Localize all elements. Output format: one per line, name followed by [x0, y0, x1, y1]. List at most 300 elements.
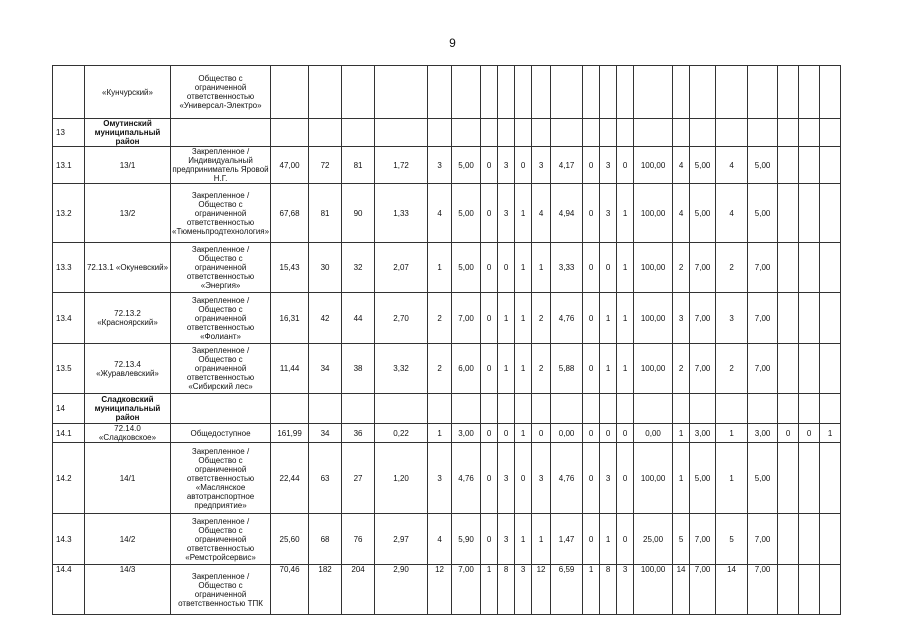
table-cell: 1: [515, 344, 532, 394]
table-cell: 72: [309, 147, 342, 184]
table-cell: [778, 66, 799, 119]
table-cell: 0: [481, 293, 498, 344]
table-cell: 2: [716, 243, 748, 293]
table-cell: 3: [498, 514, 515, 565]
table-cell: 13.1: [53, 147, 85, 184]
table-cell: 1: [515, 243, 532, 293]
table-cell: 0: [617, 443, 634, 514]
table-cell: 2: [673, 243, 690, 293]
table-cell: 2,70: [375, 293, 428, 344]
table-cell: 47,00: [271, 147, 309, 184]
table-cell: 0: [481, 147, 498, 184]
table-cell: [820, 66, 841, 119]
table-cell: 5: [673, 514, 690, 565]
table-cell: [820, 293, 841, 344]
table-cell: 13.4: [53, 293, 85, 344]
table-cell: 2: [673, 344, 690, 394]
table-cell: 0: [583, 184, 600, 243]
table-cell: 2: [716, 344, 748, 394]
table-cell: [690, 119, 716, 147]
table-cell: 4,17: [551, 147, 583, 184]
table-cell: 16,31: [271, 293, 309, 344]
table-cell: [375, 119, 428, 147]
table-cell: [778, 147, 799, 184]
table-cell: 72.14.0 «Сладковское»: [85, 424, 171, 443]
table-cell: 3: [716, 293, 748, 344]
table-cell: [716, 119, 748, 147]
table-cell: 1: [716, 443, 748, 514]
table-cell: 30: [309, 243, 342, 293]
table-cell: 3: [600, 147, 617, 184]
table-cell: 25,60: [271, 514, 309, 565]
table-cell: 6,00: [452, 344, 481, 394]
table-cell: 4,76: [551, 293, 583, 344]
table-cell: 3: [600, 443, 617, 514]
table-cell: 22,44: [271, 443, 309, 514]
table-cell: 1: [428, 243, 452, 293]
table-cell: 3: [673, 293, 690, 344]
table-row: [53, 119, 841, 147]
table-cell: Общество с ограниченной ответственностью «Универсал-Электро»: [171, 66, 271, 119]
table-cell: 1: [481, 565, 498, 615]
table-cell: 72.13.4 «Журавлевский»: [85, 344, 171, 394]
table-cell: 0: [583, 147, 600, 184]
table-cell: [428, 66, 452, 119]
table-cell: 42: [309, 293, 342, 344]
table-cell: 44: [342, 293, 375, 344]
table-cell: 13: [53, 119, 85, 147]
table-cell: 3: [428, 443, 452, 514]
table-cell: 0: [481, 443, 498, 514]
table-cell: 14.4: [53, 565, 85, 615]
table-cell: [583, 66, 600, 119]
table-cell: 5,00: [690, 147, 716, 184]
table-cell: [799, 66, 820, 119]
table-cell: [748, 66, 778, 119]
table-cell: 1: [820, 424, 841, 443]
table-cell: 7,00: [690, 565, 716, 615]
table-cell: [53, 66, 85, 119]
table-cell: [799, 443, 820, 514]
table-cell: [778, 443, 799, 514]
table-cell: 5,00: [748, 184, 778, 243]
table-cell: 13/2: [85, 184, 171, 243]
table-cell: [515, 119, 532, 147]
table-cell: 100,00: [634, 243, 673, 293]
table-cell: [820, 184, 841, 243]
table-cell: 8: [600, 565, 617, 615]
table-cell: 7,00: [748, 565, 778, 615]
table-cell: 90: [342, 184, 375, 243]
table-cell: 8: [498, 565, 515, 615]
table-cell: [778, 565, 799, 615]
page-number: 9: [449, 36, 456, 50]
table-cell: 0: [498, 424, 515, 443]
table-cell: [634, 119, 673, 147]
table-cell: 100,00: [634, 565, 673, 615]
table-cell: [673, 394, 690, 424]
table-cell: 13.3: [53, 243, 85, 293]
table-cell: [551, 119, 583, 147]
table-cell: 1: [515, 514, 532, 565]
table-row: [53, 243, 841, 293]
table-cell: 7,00: [452, 565, 481, 615]
table-cell: [820, 394, 841, 424]
table-cell: 3: [498, 184, 515, 243]
table-cell: [309, 66, 342, 119]
table-cell: 100,00: [634, 344, 673, 394]
table-cell: 0: [498, 243, 515, 293]
table-cell: 7,00: [748, 293, 778, 344]
table-row: [53, 565, 841, 615]
table-cell: [617, 394, 634, 424]
table-cell: [778, 394, 799, 424]
table-cell: [452, 66, 481, 119]
table-cell: 1: [515, 424, 532, 443]
table-cell: 0,00: [551, 424, 583, 443]
table-cell: [342, 394, 375, 424]
table-cell: 0: [532, 424, 551, 443]
table-cell: 0: [600, 424, 617, 443]
table-cell: 7,00: [690, 344, 716, 394]
table-cell: Закрепленное / Индивидуальный предприниматель Яровой Н.Г.: [172, 147, 269, 183]
table-cell: [171, 394, 271, 424]
table-cell: [690, 66, 716, 119]
table-cell: 12: [532, 565, 551, 615]
table-cell: 25,00: [634, 514, 673, 565]
table-cell: [515, 66, 532, 119]
table-cell: [551, 66, 583, 119]
table-cell: [271, 394, 309, 424]
table-cell: [799, 514, 820, 565]
table-cell: 34: [309, 344, 342, 394]
table-cell: [634, 394, 673, 424]
table-cell: 0: [583, 514, 600, 565]
table-cell: 5,00: [452, 243, 481, 293]
table-cell: «Кунчурский»: [85, 66, 171, 119]
table-cell: [778, 344, 799, 394]
table-cell: [799, 119, 820, 147]
table-cell: [778, 243, 799, 293]
table-cell: Закрепленное / Общество с ограниченной ответственностью «Тюменьпродтехнология»: [171, 184, 271, 243]
table-cell: 5,00: [452, 184, 481, 243]
table-cell: 3: [515, 565, 532, 615]
table-cell: 36: [342, 424, 375, 443]
table-cell: [799, 565, 820, 615]
table-cell: 5,00: [748, 147, 778, 184]
table-cell: [820, 243, 841, 293]
table-cell: [428, 394, 452, 424]
table-cell: [820, 344, 841, 394]
table-cell: 1: [600, 514, 617, 565]
table-cell: [600, 119, 617, 147]
table-cell: [452, 394, 481, 424]
table-cell: 1: [716, 424, 748, 443]
table-cell: [600, 66, 617, 119]
table-cell: 3,00: [452, 424, 481, 443]
table-cell: [498, 66, 515, 119]
table-cell: 0: [617, 424, 634, 443]
table-cell: [778, 184, 799, 243]
table-cell: 3: [600, 184, 617, 243]
table-cell: 1: [532, 243, 551, 293]
table-cell: 1: [515, 184, 532, 243]
table-cell: 1: [617, 243, 634, 293]
table-cell: [820, 443, 841, 514]
table-cell: 3: [532, 443, 551, 514]
table-cell: [342, 119, 375, 147]
table-cell: 5,88: [551, 344, 583, 394]
table-cell: [634, 66, 673, 119]
table-cell: [617, 66, 634, 119]
table-cell: 204: [342, 565, 375, 615]
table-cell: [690, 394, 716, 424]
table-cell: 5,00: [690, 184, 716, 243]
table-cell: 7,00: [690, 243, 716, 293]
table-row: [53, 293, 841, 344]
table-cell: Закрепленное / Общество с ограниченной ответственностью «Энергия»: [171, 243, 271, 293]
table-cell: [481, 394, 498, 424]
table-row: [53, 66, 841, 119]
table-cell: 1,72: [375, 147, 428, 184]
table-cell: 7,00: [452, 293, 481, 344]
table-cell: [799, 394, 820, 424]
table-cell: [778, 119, 799, 147]
table-cell: 0: [481, 243, 498, 293]
table-cell: 161,99: [271, 424, 309, 443]
table-cell: 38: [342, 344, 375, 394]
table-cell: [673, 66, 690, 119]
table-cell: 3,00: [748, 424, 778, 443]
table-cell: 7,00: [690, 514, 716, 565]
table-cell: 76: [342, 514, 375, 565]
table-cell: [716, 394, 748, 424]
table-cell: 4: [716, 184, 748, 243]
table-row: [53, 424, 841, 443]
table-cell: 1: [532, 514, 551, 565]
table-cell: 100,00: [634, 443, 673, 514]
table-cell: [799, 184, 820, 243]
table-cell: [532, 394, 551, 424]
table-cell: [799, 293, 820, 344]
table-cell: 6,59: [551, 565, 583, 615]
table-cell: 182: [309, 565, 342, 615]
table-cell: 5,00: [452, 147, 481, 184]
table-cell: 1: [673, 443, 690, 514]
table-cell: 1: [600, 293, 617, 344]
table-cell: 7,00: [748, 243, 778, 293]
table-cell: [600, 394, 617, 424]
table-cell: 1,20: [375, 443, 428, 514]
table-cell: 68: [309, 514, 342, 565]
table-cell: 0: [583, 443, 600, 514]
table-cell: 4: [716, 147, 748, 184]
table-cell: 2,07: [375, 243, 428, 293]
table-cell: [820, 565, 841, 615]
table-cell: 0,00: [634, 424, 673, 443]
table-cell: 0: [583, 243, 600, 293]
table-cell: 4: [428, 184, 452, 243]
table-cell: 0: [481, 344, 498, 394]
table-cell: 0: [481, 184, 498, 243]
table-cell: [820, 147, 841, 184]
table-cell: [748, 394, 778, 424]
table-cell: 100,00: [634, 293, 673, 344]
data-table: [52, 65, 841, 615]
table-cell: 2: [428, 293, 452, 344]
table-cell: 14/2: [85, 514, 171, 565]
table-cell: 4: [673, 184, 690, 243]
table-cell: 14/3: [85, 565, 171, 615]
table-cell: Закрепленное / Общество с ограниченной ответственностью «Маслянское автотранспортное предприятие»: [171, 443, 271, 514]
table-cell: [617, 119, 634, 147]
table-cell: 7,00: [748, 514, 778, 565]
table-cell: 0: [515, 443, 532, 514]
table-cell: 14: [53, 394, 85, 424]
table-cell: 70,46: [271, 565, 309, 615]
table-cell: 3,33: [551, 243, 583, 293]
table-row: [53, 443, 841, 514]
table-cell: 12: [428, 565, 452, 615]
table-cell: [748, 119, 778, 147]
table-cell: [342, 66, 375, 119]
table-cell: 4,94: [551, 184, 583, 243]
table-cell: 1: [515, 293, 532, 344]
table-row: [53, 344, 841, 394]
table-cell: 1: [428, 424, 452, 443]
table-cell: 14/1: [85, 443, 171, 514]
table-cell: [309, 119, 342, 147]
table-cell: 13/1: [85, 147, 171, 184]
table-cell: 5,00: [748, 443, 778, 514]
table-cell: 1: [600, 344, 617, 394]
table-cell: 1: [617, 184, 634, 243]
table-row: [53, 184, 841, 243]
table-cell: 2,97: [375, 514, 428, 565]
table-cell: 1,33: [375, 184, 428, 243]
table-cell: 0: [583, 424, 600, 443]
table-cell: [309, 394, 342, 424]
table-cell: 4: [673, 147, 690, 184]
table-cell: 14: [673, 565, 690, 615]
table-cell: 34: [309, 424, 342, 443]
table-cell: [673, 119, 690, 147]
table-cell: 14.1: [53, 424, 85, 443]
table-cell: 67,68: [271, 184, 309, 243]
table-cell: Омутинский муниципальный район: [85, 119, 171, 147]
table-cell: 2: [428, 344, 452, 394]
table-cell: [171, 119, 271, 147]
table-cell: 5,90: [452, 514, 481, 565]
table-cell: 15,43: [271, 243, 309, 293]
table-cell: [375, 394, 428, 424]
table-cell: [799, 147, 820, 184]
table-cell: 0,22: [375, 424, 428, 443]
table-cell: 100,00: [634, 184, 673, 243]
table-cell: Закрепленное / Общество с ограниченной ответственностью «Сибирский лес»: [171, 344, 271, 394]
table-cell: Общедоступное: [171, 424, 271, 443]
table-cell: [820, 119, 841, 147]
table-cell: [498, 119, 515, 147]
table-cell: 4,76: [452, 443, 481, 514]
table-cell: [778, 514, 799, 565]
table-cell: 0: [799, 424, 820, 443]
table-cell: Закрепленное / Общество с ограниченной ответственностью «Фолиант»: [171, 293, 271, 344]
table-cell: [428, 119, 452, 147]
table-cell: [799, 344, 820, 394]
table-cell: 1: [498, 344, 515, 394]
table-row: [53, 394, 841, 424]
table-cell: 0: [617, 514, 634, 565]
table-cell: 13.2: [53, 184, 85, 243]
table-cell: 0: [515, 147, 532, 184]
table-cell: [498, 394, 515, 424]
table-cell: 72.13.2 «Красноярский»: [85, 293, 171, 344]
table-cell: [716, 66, 748, 119]
table-row: [53, 147, 841, 184]
table-cell: [515, 394, 532, 424]
table-cell: 72.13.1 «Окуневский»: [85, 243, 171, 293]
table-cell: [481, 66, 498, 119]
table-cell: [820, 514, 841, 565]
table-cell: 3,32: [375, 344, 428, 394]
table-cell: 3: [428, 147, 452, 184]
table-cell: 7,00: [690, 293, 716, 344]
table-cell: 0: [583, 344, 600, 394]
table-cell: 1: [617, 293, 634, 344]
table-cell: 11,44: [271, 344, 309, 394]
table-cell: 0: [481, 514, 498, 565]
table-cell: 3: [498, 147, 515, 184]
table-cell: 5,00: [690, 443, 716, 514]
table-cell: 4: [532, 184, 551, 243]
table-cell: [271, 66, 309, 119]
table-cell: 13.5: [53, 344, 85, 394]
table-cell: 3,00: [690, 424, 716, 443]
table-cell: 81: [309, 184, 342, 243]
table-cell: [583, 394, 600, 424]
table-cell: 0: [600, 243, 617, 293]
table-cell: 5: [716, 514, 748, 565]
table-cell: 7,00: [748, 344, 778, 394]
table-cell: 2,90: [375, 565, 428, 615]
table-cell: [799, 243, 820, 293]
table-cell: 0: [778, 424, 799, 443]
table-cell: 1,47: [551, 514, 583, 565]
table-cell: 3: [617, 565, 634, 615]
table-cell: [583, 119, 600, 147]
table-cell: [481, 119, 498, 147]
table-cell: 1: [583, 565, 600, 615]
table-cell: 1: [673, 424, 690, 443]
table-cell: 14.2: [53, 443, 85, 514]
table-cell: 3: [498, 443, 515, 514]
table-cell: 100,00: [634, 147, 673, 184]
table-cell: 4: [428, 514, 452, 565]
table-row: [53, 514, 841, 565]
table-cell: 32: [342, 243, 375, 293]
table-cell: [778, 293, 799, 344]
table-cell: [452, 119, 481, 147]
table-cell: Сладковский муниципальный район: [85, 394, 171, 424]
table-cell: 2: [532, 293, 551, 344]
table-cell: [375, 66, 428, 119]
table-cell: 63: [309, 443, 342, 514]
table-cell: 81: [342, 147, 375, 184]
table-cell: 1: [498, 293, 515, 344]
table-cell: [271, 119, 309, 147]
table-cell: Закрепленное / Общество с ограниченной ответственностью ТПК: [171, 565, 271, 615]
